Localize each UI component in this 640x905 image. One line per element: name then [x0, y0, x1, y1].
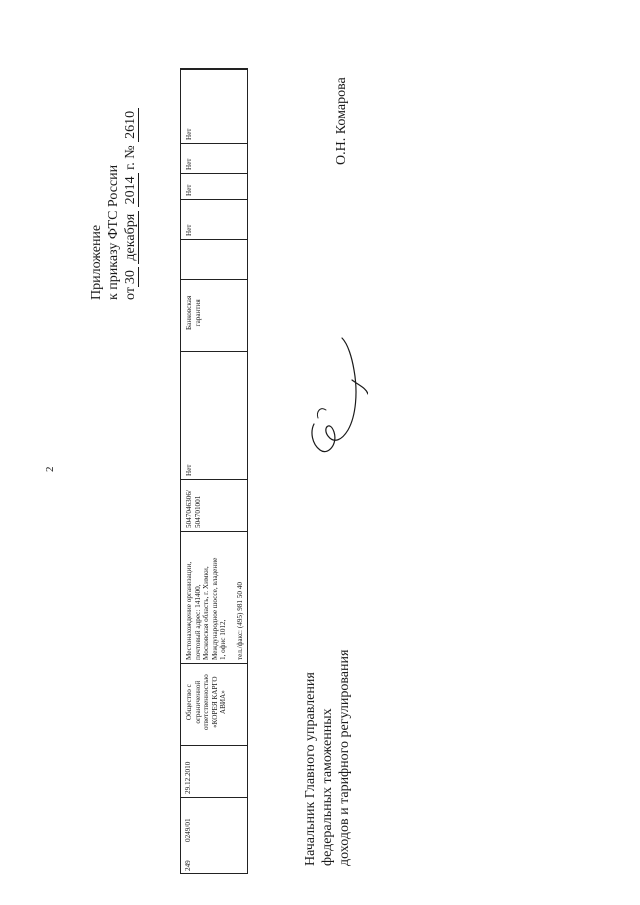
inn-line: 5047046306/ — [185, 490, 193, 528]
signatory-name: О.Н. Комарова — [334, 77, 349, 165]
signatory-title-line: доходов и тарифного регулирования — [337, 649, 352, 866]
address-line: Московская область, г. Химки, — [202, 566, 210, 660]
col13-value: Нет — [185, 158, 193, 170]
register-table — [180, 68, 248, 874]
handwritten-signature — [308, 332, 368, 462]
cell-col11 — [181, 199, 247, 239]
address-line: 1, офис 1012, — [219, 619, 227, 660]
signatory-title — [302, 650, 353, 866]
cell-address — [181, 531, 247, 663]
org-line: ответственностью — [202, 674, 210, 730]
organization-address — [185, 558, 244, 660]
cell-col8 — [181, 351, 247, 479]
address-line: Международное шоссе, владение — [210, 557, 219, 660]
appendix-date-line — [122, 108, 139, 300]
guarantee-line: Банковская — [185, 295, 193, 330]
page-number: 2 — [44, 466, 56, 472]
registration-date: 29.12.2010 — [184, 761, 192, 794]
address-line: тел./факс: (495) 981 50 40 — [235, 582, 244, 660]
appendix-header — [88, 108, 139, 300]
org-line: ограниченной — [193, 680, 202, 724]
year-suffix: г. — [123, 162, 138, 170]
order-year: 2014 — [123, 173, 139, 207]
address-line — [228, 558, 236, 660]
cell-col13 — [181, 143, 247, 173]
guarantee-line: гарантия — [193, 299, 202, 327]
registration-code: 0249/01 — [184, 818, 192, 842]
inn-kpp — [185, 490, 202, 528]
signatory-title-line: федеральных таможенных — [320, 708, 335, 866]
org-line: Общество с — [185, 684, 193, 721]
org-line: «КОРЕЯ КАРГО — [210, 676, 219, 728]
appendix-order-ref: к приказу ФТС России — [106, 164, 121, 300]
cell-guarantee — [181, 239, 247, 330]
col11-value: Нет — [185, 224, 193, 236]
col14-value: Нет — [185, 128, 193, 140]
address-line: почтовый адрес: 141400, — [193, 584, 202, 660]
number-sign: № — [123, 145, 138, 159]
cell-code — [181, 797, 247, 845]
signatory-title-line: Начальник Главного управления — [303, 672, 318, 866]
cell-date — [181, 745, 247, 797]
date-prefix: от — [123, 287, 138, 300]
cell-organization — [181, 663, 247, 745]
address-line: Местонахождение организации, — [185, 561, 193, 660]
appendix-title: Приложение — [89, 224, 104, 300]
org-line: АВИА» — [219, 690, 227, 715]
cell-col12 — [181, 173, 247, 199]
order-day: 30 — [123, 267, 139, 287]
order-number: 2610 — [123, 108, 139, 142]
col8-value: Нет — [185, 464, 193, 476]
order-month: декабря — [123, 211, 139, 264]
cell-num — [181, 845, 247, 875]
organization-name — [185, 674, 228, 730]
cell-col14 — [181, 69, 247, 143]
row-number: 249 — [184, 860, 192, 871]
inn-line: 504701001 — [193, 495, 202, 528]
guarantee-type — [185, 296, 202, 330]
col12-value: Нет — [185, 184, 193, 196]
cell-inn — [181, 479, 247, 531]
